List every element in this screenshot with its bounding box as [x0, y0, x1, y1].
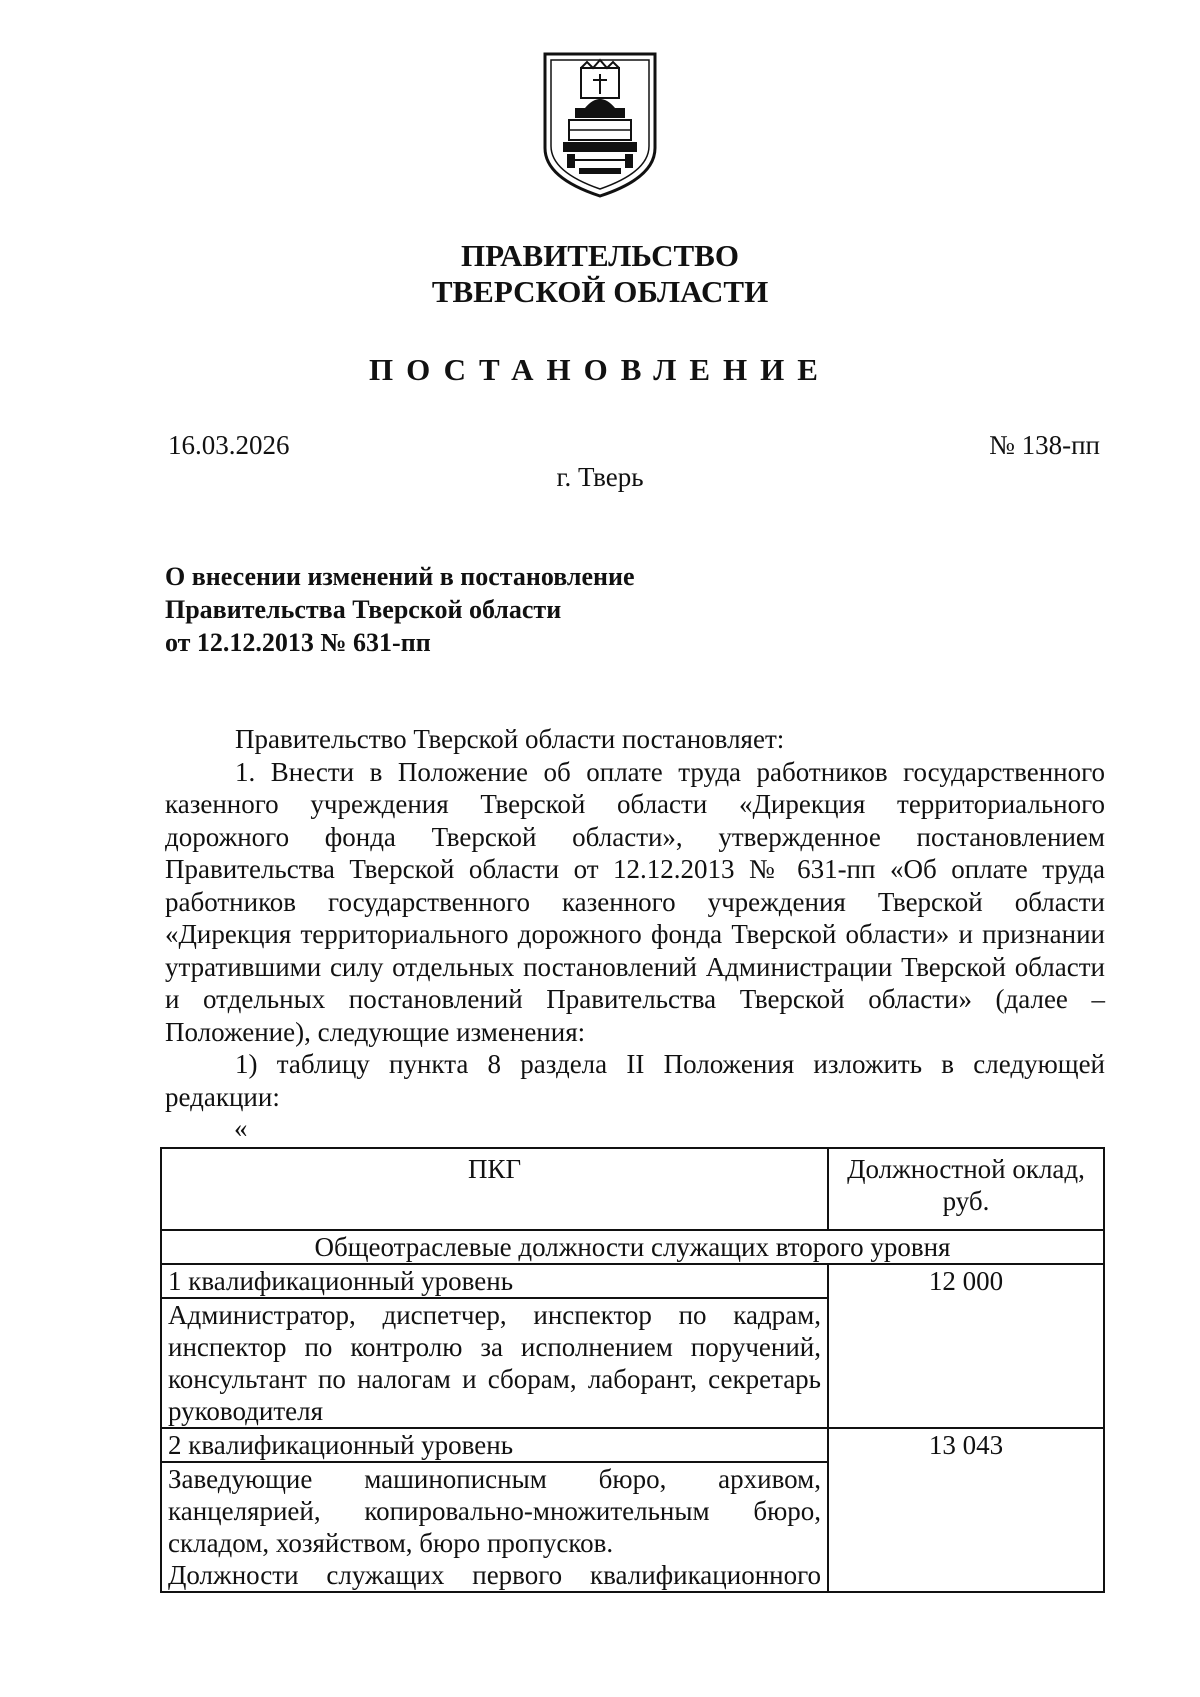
government-name-line1: ПРАВИТЕЛЬСТВО [461, 238, 739, 273]
position-list [161, 1462, 828, 1592]
intro-paragraph: Правительство Тверской области постановляет: [235, 724, 785, 754]
document-city: г. Тверь [556, 462, 644, 492]
position-list-line: Должности служащих первого квалификационного [168, 1560, 821, 1590]
salary-amount: 12 000 [828, 1264, 1104, 1428]
qualification-level: 1 квалификационный уровень [161, 1264, 828, 1298]
salary-amount: 13 043 [828, 1428, 1104, 1592]
document-body [165, 723, 1105, 1113]
table-row [161, 1264, 1104, 1298]
subitem-1-paragraph: 1) таблицу пункта 8 раздела II Положения изложить в следующей редакции: [165, 1049, 1105, 1112]
item-1-paragraph: 1. Внести в Положение об оплате труда работников государственного казенного учреждения Тверской области «Дирекция территориального дорожного фонда Тверской области», утвержденное постановлением Правительства Тверской области от 12.12.2013 № 631-пп «Об оплате труда работников государственного казенного учреждения Тверской области «Дирекция территориального дорожного фонда Тверской области» и признании утратившими силу отдельных постановлений Администрации Тверской области и отдельных постановлений Правительства Тверской области» (далее – Положение), следующие изменения: [165, 756, 1105, 1047]
qualification-level: 2 квалификационный уровень [161, 1428, 828, 1462]
coat-of-arms-icon [539, 50, 661, 200]
document-number: № 138-пп [989, 430, 1100, 460]
document-type-title: ПОСТАНОВЛЕНИЕ [369, 352, 831, 387]
header-cell-pkg: ПКГ [161, 1148, 828, 1230]
table-group-row [161, 1230, 1104, 1264]
subject-line: О внесении изменений в постановление [165, 562, 635, 591]
opening-quote: « [234, 1113, 248, 1143]
government-name-line2: ТВЕРСКОЙ ОБЛАСТИ [431, 274, 769, 309]
document-date: 16.03.2026 [168, 430, 290, 460]
salary-table [160, 1147, 1105, 1593]
table-header-row [161, 1148, 1104, 1230]
position-list-line: Заведующие машинописным бюро, архивом, канцелярией, копировально-множительным бюро, складом, хозяйством, бюро пропусков. [168, 1464, 821, 1558]
document-subject [165, 560, 635, 659]
subject-line: Правительства Тверской области [165, 595, 562, 624]
subject-line: от 12.12.2013 № 631-пп [165, 628, 431, 657]
position-list: Администратор, диспетчер, инспектор по кадрам, инспектор по контролю за исполнением поручений, консультант по налогам и сборам, лаборант, секретарь руководителя [161, 1298, 828, 1428]
group-heading: Общеотраслевые должности служащих второго уровня [161, 1230, 1104, 1264]
header-cell-salary: Должностной оклад, руб. [828, 1148, 1104, 1230]
table-row [161, 1428, 1104, 1462]
